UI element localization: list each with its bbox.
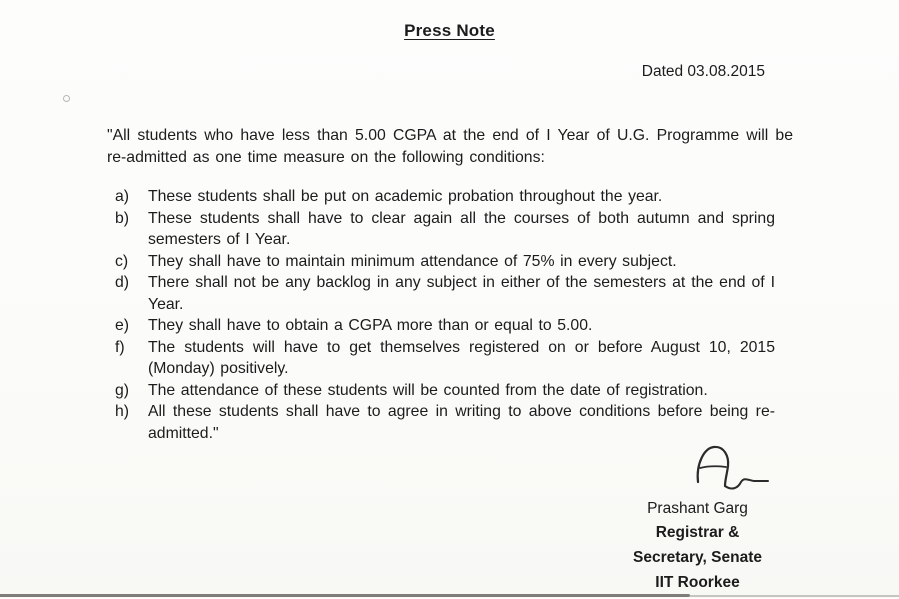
conditions-list bbox=[115, 186, 775, 444]
list-marker: a) bbox=[115, 188, 130, 205]
list-marker: e) bbox=[115, 317, 130, 334]
scan-artifact-speck bbox=[63, 95, 70, 102]
signatory-title-1: Registrar & bbox=[655, 524, 740, 541]
signatory-title-2: Secretary, Senate bbox=[633, 549, 762, 566]
signatory-name: Prashant Garg bbox=[647, 500, 748, 517]
list-text: There shall not be any backlog in any subject in either of the semesters at the end of I Year. bbox=[148, 274, 775, 313]
signatory-title-3: IIT Roorkee bbox=[655, 574, 740, 591]
list-text: These students shall have to clear again all the courses of both autumn and spring semesters of I Year. bbox=[148, 209, 775, 248]
list-item bbox=[115, 186, 775, 208]
scan-artifact-bottom-edge-light bbox=[690, 595, 899, 597]
list-text: These students shall be put on academic probation throughout the year. bbox=[148, 188, 663, 205]
signature-icon bbox=[692, 444, 770, 494]
list-item bbox=[115, 401, 775, 444]
list-marker: f) bbox=[115, 338, 125, 356]
list-marker: d) bbox=[115, 274, 130, 291]
document-date: Dated 03.08.2015 bbox=[641, 63, 765, 80]
page-title: Press Note bbox=[404, 21, 495, 40]
list-item bbox=[115, 337, 775, 380]
list-item bbox=[115, 251, 775, 273]
list-item bbox=[115, 208, 775, 251]
list-marker: c) bbox=[115, 252, 129, 270]
list-marker: h) bbox=[115, 403, 130, 420]
list-text: They shall have to maintain minimum attendance of 75% in every subject. bbox=[148, 252, 677, 270]
list-marker: g) bbox=[115, 381, 130, 399]
scan-artifact-bottom-edge bbox=[0, 594, 690, 597]
list-item bbox=[115, 315, 775, 337]
intro-paragraph: "All students who have less than 5.00 CGPA at the end of I Year of U.G. Programme will be re-admitted as one time measure on the following conditions: bbox=[107, 127, 793, 166]
signature-block bbox=[600, 444, 795, 599]
list-text: The students will have to get themselves registered on or before August 10, 2015 (Monday) positively. bbox=[148, 338, 775, 377]
list-item bbox=[115, 272, 775, 315]
list-text: They shall have to obtain a CGPA more than or equal to 5.00. bbox=[148, 317, 593, 334]
list-marker: b) bbox=[115, 209, 130, 227]
list-item bbox=[115, 380, 775, 402]
list-text: The attendance of these students will be counted from the date of registration. bbox=[148, 381, 708, 399]
list-text: All these students shall have to agree in writing to above conditions before being re-admitted." bbox=[148, 403, 775, 442]
